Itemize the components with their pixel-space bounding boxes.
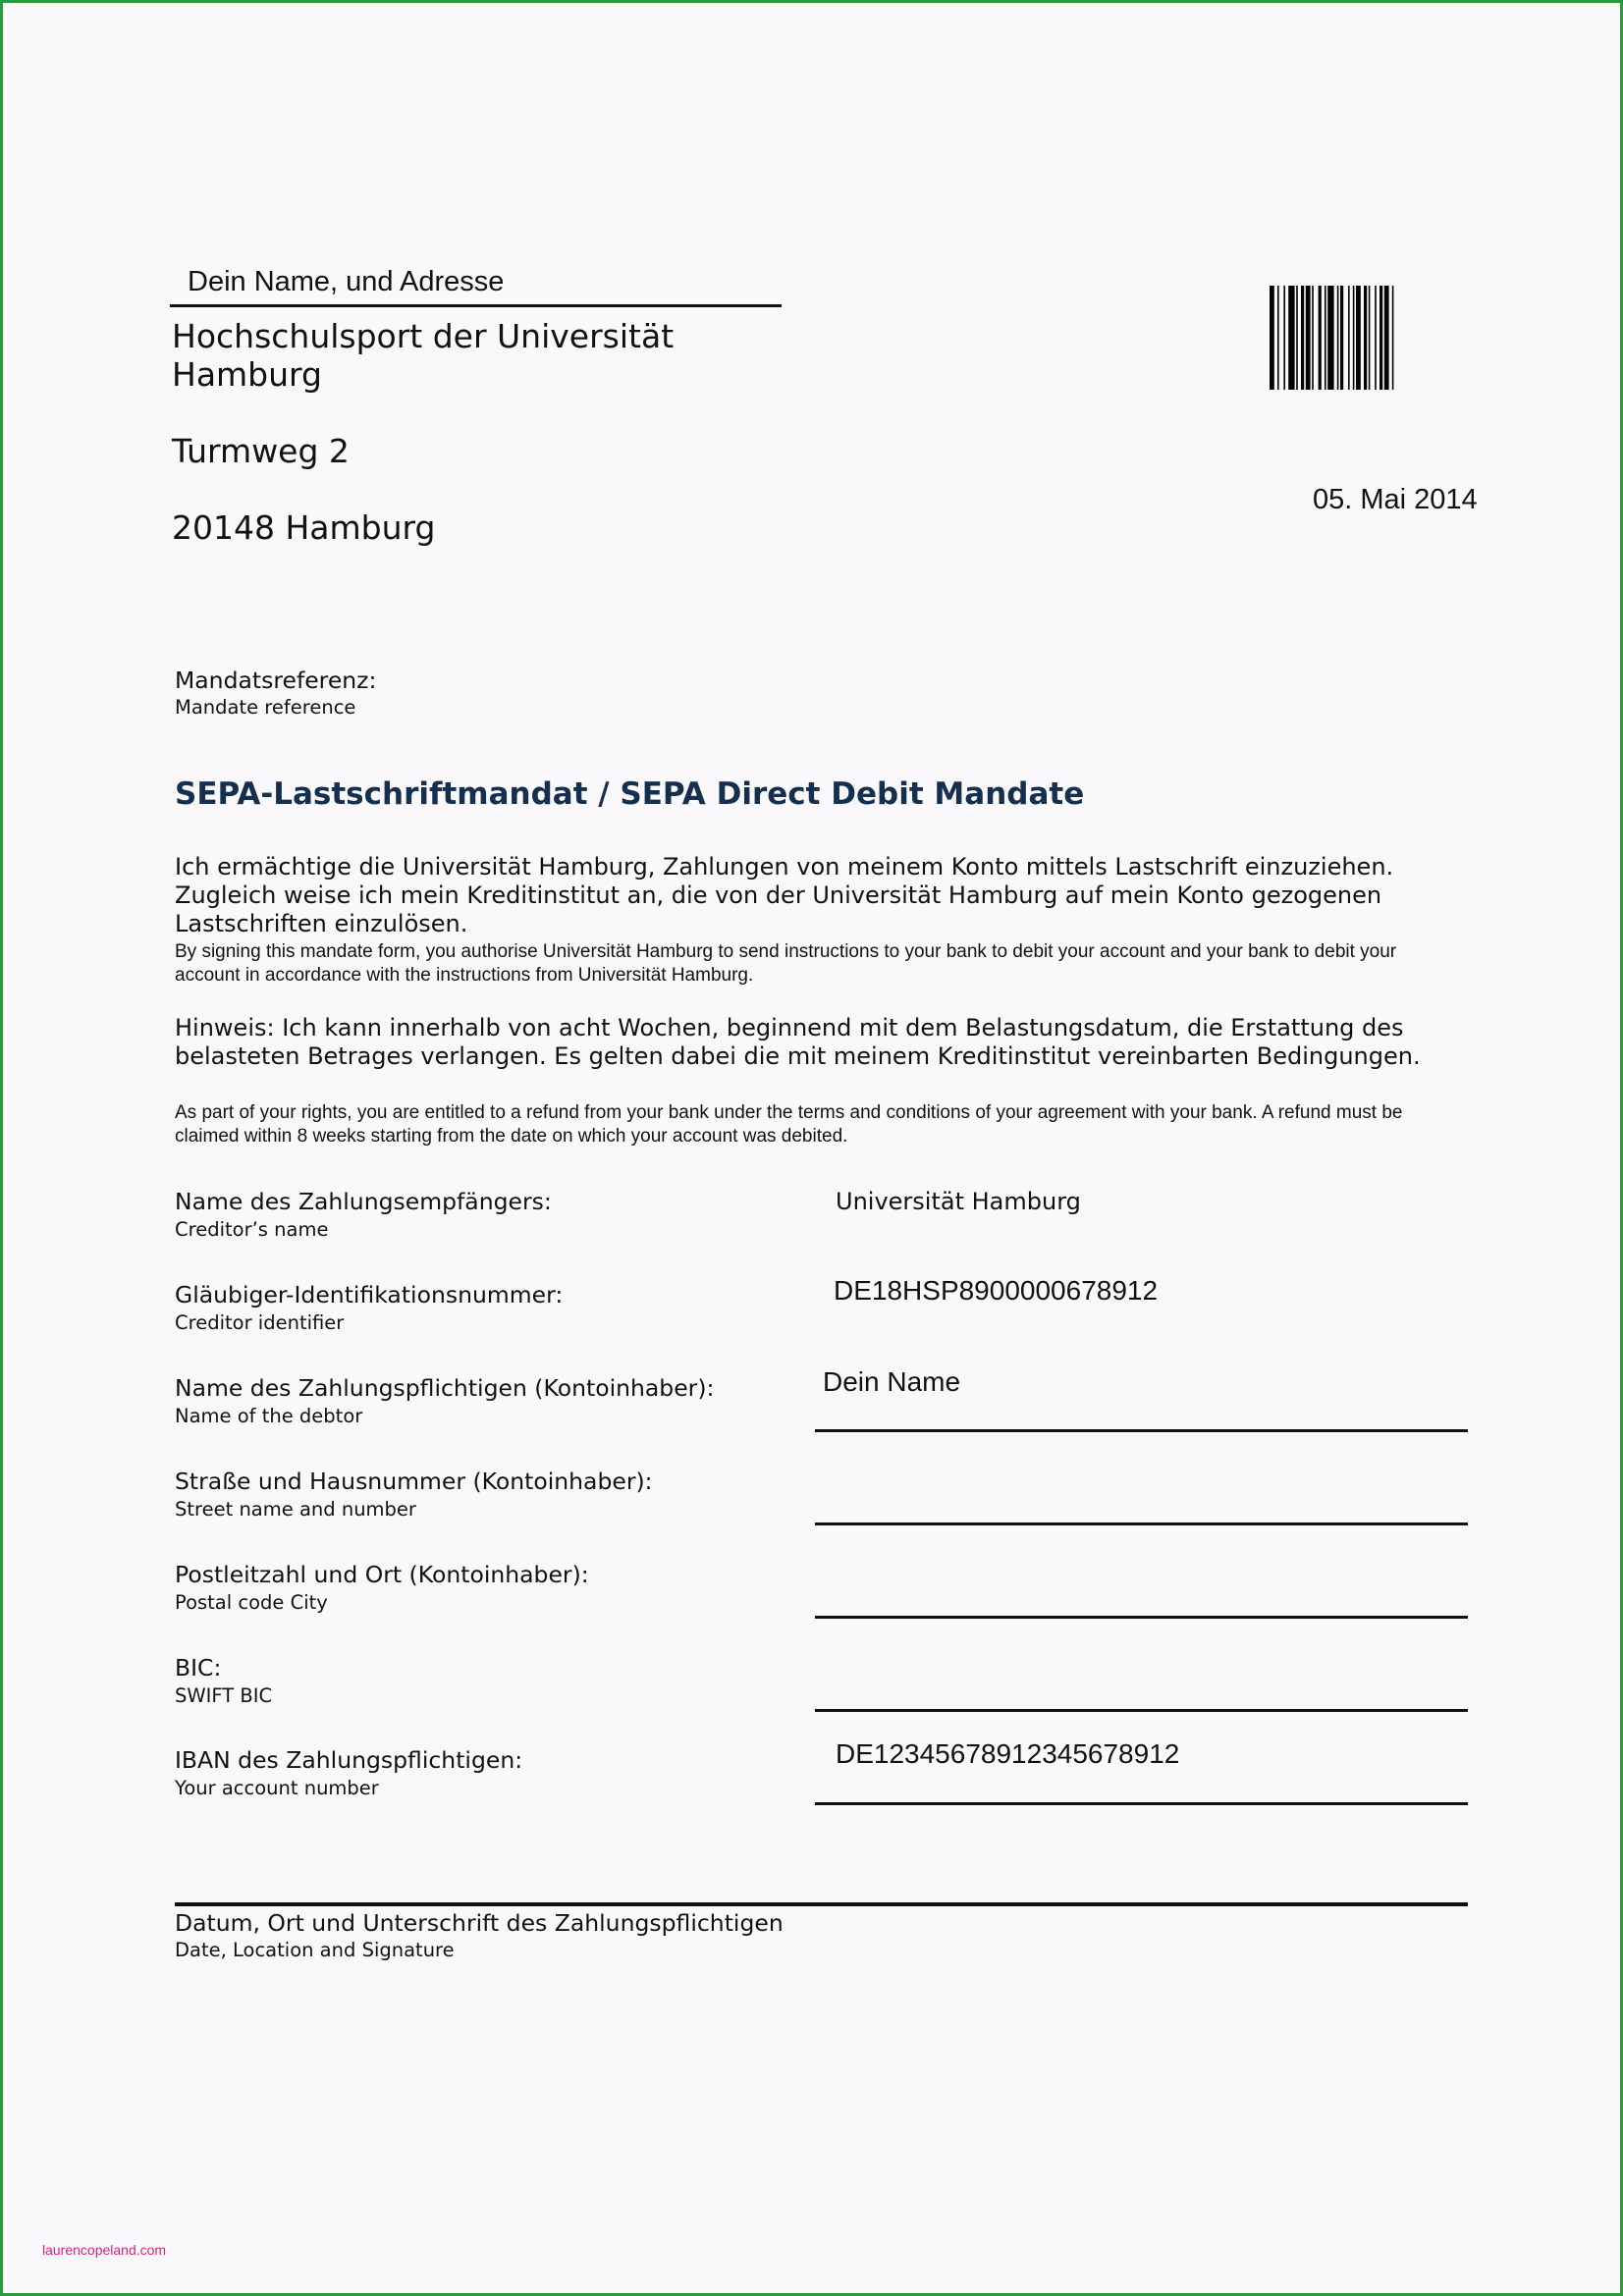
barcode-bar <box>1340 286 1343 390</box>
document-date: 05. Mai 2014 <box>1313 484 1478 515</box>
barcode-bar <box>1325 286 1326 390</box>
barcode-bar <box>1384 286 1389 390</box>
recipient-line-1: Hochschulsport der Universität <box>172 317 675 355</box>
creditor-name-value: Universität Hamburg <box>836 1188 1081 1215</box>
recipient-city: 20148 Hamburg <box>172 508 436 547</box>
barcode-bar <box>1369 286 1371 390</box>
street-label: Straße und Hausnummer (Kontoinhaber): <box>175 1468 653 1495</box>
authorization-text-en: By signing this mandate form, you authorise Universität Hamburg to send instructions to your bank to debit your account and your bank to debit your account in accordance with the instructions from Universität Hamburg. <box>175 941 1397 986</box>
postal-city-underline <box>815 1616 1468 1619</box>
recipient-line-2: Hamburg <box>172 355 322 394</box>
recipient-street: Turmweg 2 <box>172 432 350 470</box>
barcode-bar <box>1375 286 1377 390</box>
bic-underline <box>815 1709 1468 1712</box>
notice-text-en: As part of your rights, you are entitled to a refund from your bank under the terms and conditions of your agreement with your bank. A refund must be claimed within 8 weeks starting from the date on which your account was debited. <box>175 1102 1403 1147</box>
barcode-bar <box>1337 286 1339 390</box>
barcode-bar <box>1356 286 1361 390</box>
iban-label: IBAN des Zahlungspflichtigen: <box>175 1746 523 1774</box>
barcode-bar <box>1380 286 1382 390</box>
barcode-bar <box>1270 286 1274 390</box>
watermark-text: laurencopeland.com <box>42 2242 167 2258</box>
signature-label-en: Date, Location and Signature <box>175 1939 455 1961</box>
barcode-bar <box>1277 286 1279 390</box>
barcode-bar <box>1283 286 1285 390</box>
creditor-id-label-en: Creditor identifier <box>175 1311 345 1334</box>
barcode-icon <box>1270 286 1474 390</box>
barcode-bar <box>1319 286 1322 390</box>
debtor-name-underline <box>815 1429 1468 1432</box>
barcode-bar <box>1348 286 1350 390</box>
bic-label-en: SWIFT BIC <box>175 1684 273 1707</box>
iban-underline <box>815 1802 1468 1805</box>
barcode-bar <box>1364 286 1367 390</box>
sender-underline <box>170 304 782 307</box>
iban-label-en: Your account number <box>175 1777 379 1799</box>
iban-field[interactable]: DE12345678912345678912 <box>836 1738 1180 1769</box>
barcode-bar <box>1296 286 1298 390</box>
signature-line[interactable] <box>175 1902 1468 1906</box>
barcode-bar <box>1312 286 1314 390</box>
notice-text-de: Hinweis: Ich kann innerhalb von acht Wochen, beginnend mit dem Belastungsdatum, die Erstattung des belasteten Betrages verlangen. Es gelten dabei die mit meinem Kreditinstitut vereinbarten Bedingungen. <box>175 1014 1421 1070</box>
mandate-reference-label-en: Mandate reference <box>175 696 356 719</box>
barcode-bar <box>1288 286 1294 390</box>
debtor-name-label: Name des Zahlungspflichtigen (Kontoinhaber): <box>175 1374 715 1402</box>
street-underline <box>815 1522 1468 1525</box>
mandate-reference-label: Mandatsreferenz: <box>175 667 377 694</box>
postal-city-label: Postleitzahl und Ort (Kontoinhaber): <box>175 1561 589 1588</box>
sender-name-address: Dein Name, und Adresse <box>188 266 505 297</box>
creditor-name-label-en: Creditor’s name <box>175 1218 329 1241</box>
debtor-name-label-en: Name of the debtor <box>175 1405 363 1427</box>
debtor-name-field[interactable]: Dein Name <box>823 1366 961 1397</box>
postal-city-label-en: Postal code City <box>175 1591 328 1614</box>
street-label-en: Street name and number <box>175 1498 416 1521</box>
barcode-bar <box>1327 286 1333 390</box>
creditor-id-label: Gläubiger-Identifikationsnummer: <box>175 1281 564 1308</box>
creditor-id-value: DE18HSP8900000678912 <box>834 1275 1159 1306</box>
signature-label: Datum, Ort und Unterschrift des Zahlungspflichtigen <box>175 1909 784 1937</box>
barcode-bar <box>1306 286 1311 390</box>
page-title: SEPA-Lastschriftmandat / SEPA Direct Debit Mandate <box>175 776 1085 812</box>
barcode-bar <box>1301 286 1304 390</box>
authorization-text-de: Ich ermächtige die Universität Hamburg, Zahlungen von meinem Konto mittels Lastschrift einzuziehen. Zugleich weise ich mein Kreditinstitut an, die von der Universität Hamburg auf mein Konto gezogenen Lastschriften einzulösen. <box>175 853 1394 937</box>
barcode-bar <box>1392 286 1394 390</box>
creditor-name-label: Name des Zahlungsempfängers: <box>175 1188 552 1215</box>
bic-label: BIC: <box>175 1654 222 1682</box>
barcode-bar <box>1353 286 1355 390</box>
